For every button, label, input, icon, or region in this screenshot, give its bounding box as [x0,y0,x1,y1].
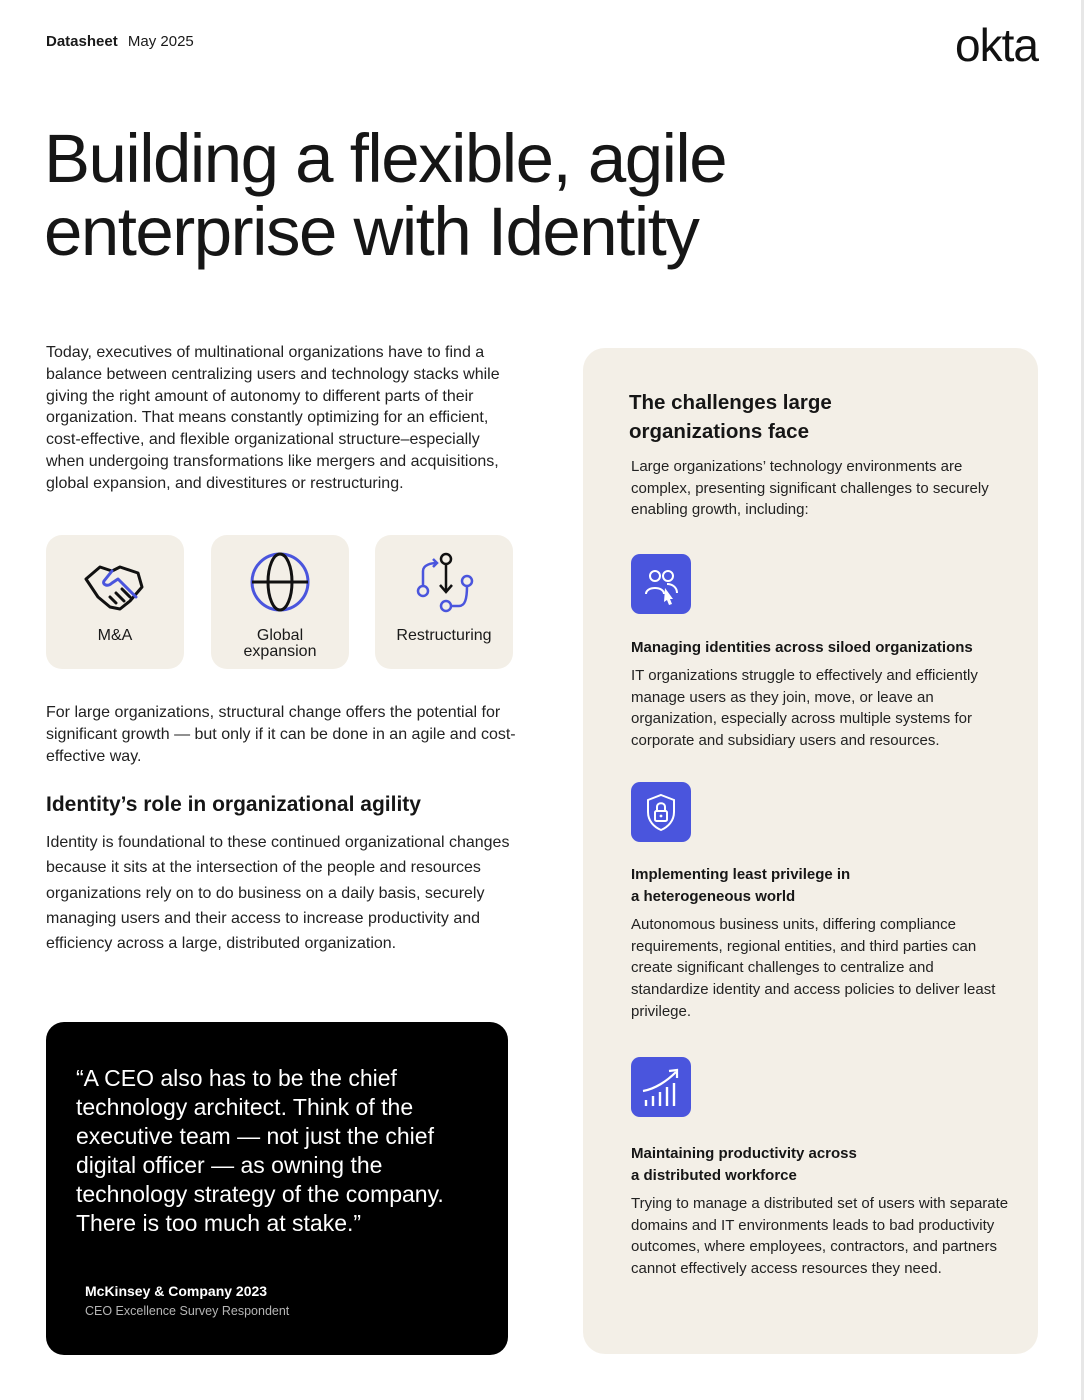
tile-label: M&A [97,627,133,644]
tile-mergers-acquisitions [46,535,184,669]
title-line-1: Building a flexible, agile [44,120,727,197]
growth-chart-icon [631,1057,691,1117]
globe-icon [245,551,315,615]
shield-lock-icon [631,782,691,842]
growth-paragraph: For large organizations, structural change offers the potential for significant growth — but only if it can be done in an agile and cost-effective way. [46,704,516,765]
doc-type: Datasheet [46,33,118,50]
title-line-2: enterprise with Identity [44,193,699,270]
identity-heading: Identity’s role in organizational agility [46,793,421,816]
challenge-body: IT organizations struggle to effectively and efficiently manage users as they join, move, or leave an organization, especially across multiple systems for corporate and subsidiary users and resources. [631,667,978,750]
header-meta [46,33,194,50]
challenge-title [631,1143,1011,1187]
challenge-title: Managing identities across siloed organizations [631,639,973,656]
quote-card [46,1022,508,1355]
challenge-body: Autonomous business units, differing compliance requirements, regional entities, and third parties can create significant challenges to centralize and standardize identity and access policies to deliver least privilege. [631,916,996,1020]
challenge-item [631,554,1011,752]
icon-tile [631,554,691,614]
challenge-body: Trying to manage a distributed set of users with separate domains and IT environments leads to bad productivity outcomes, where employees, contractors, and partners cannot effectively access resources they need. [631,1195,1009,1278]
quote-role: CEO Excellence Survey Respondent [85,1304,290,1318]
users-cursor-icon [631,554,691,614]
challenge-item [631,1057,1011,1280]
identity-paragraph: Identity is foundational to these continued organizational changes because it sits at the intersection of the people and resources organizations rely on to do business on a daily basis, securely managing users and their access to increase productivity and efficiency across a large, distributed organization. [46,834,510,953]
tile-global-expansion [211,535,349,669]
tile-label [211,628,349,660]
challenges-title-line-1: The challenges large [629,391,832,414]
doc-date: May 2025 [127,33,194,50]
tile-label-line-2: expansion [243,643,317,660]
quote-text: “A CEO also has to be the chief technology architect. Think of the executive team — not just the chief digital officer — as owning the technology strategy of the company. There is too much at stake.” [76,1065,444,1236]
challenge-title-line-1: Maintaining productivity across [631,1145,857,1162]
challenge-title [631,864,1011,908]
tile-restructuring [375,535,513,669]
challenge-title-line-2: a distributed workforce [631,1167,797,1184]
challenges-title [629,388,929,446]
handshake-icon [80,551,150,615]
challenges-title-line-2: organizations face [629,420,809,443]
challenge-title-line-1: Implementing least privilege in [631,866,851,883]
icon-tile [631,782,691,842]
challenges-intro: Large organizations’ technology environments are complex, presenting significant challenges to securely enabling growth, including: [631,458,989,519]
workflow-icon [409,551,479,615]
intro-paragraph: Today, executives of multinational organizations have to find a balance between centralizing users and technology stacks while giving the right amount of autonomy to different parts of their organization. That means constantly optimizing for an efficient, cost-effective, and flexible organizational structure–especially when undergoing transformations like mergers and acquisitions, global expansion, and divestitures or restructuring. [46,344,500,492]
okta-logo: okta [955,19,1038,71]
quote-source: McKinsey & Company 2023 [85,1283,268,1299]
challenge-item [631,782,1011,1023]
challenges-panel [583,348,1038,1354]
tile-label: Restructuring [396,627,492,644]
icon-tile [631,1057,691,1117]
challenge-title-line-2: a heterogeneous world [631,888,796,905]
page-title [44,122,944,268]
tile-label-line-1: Global [256,627,304,644]
